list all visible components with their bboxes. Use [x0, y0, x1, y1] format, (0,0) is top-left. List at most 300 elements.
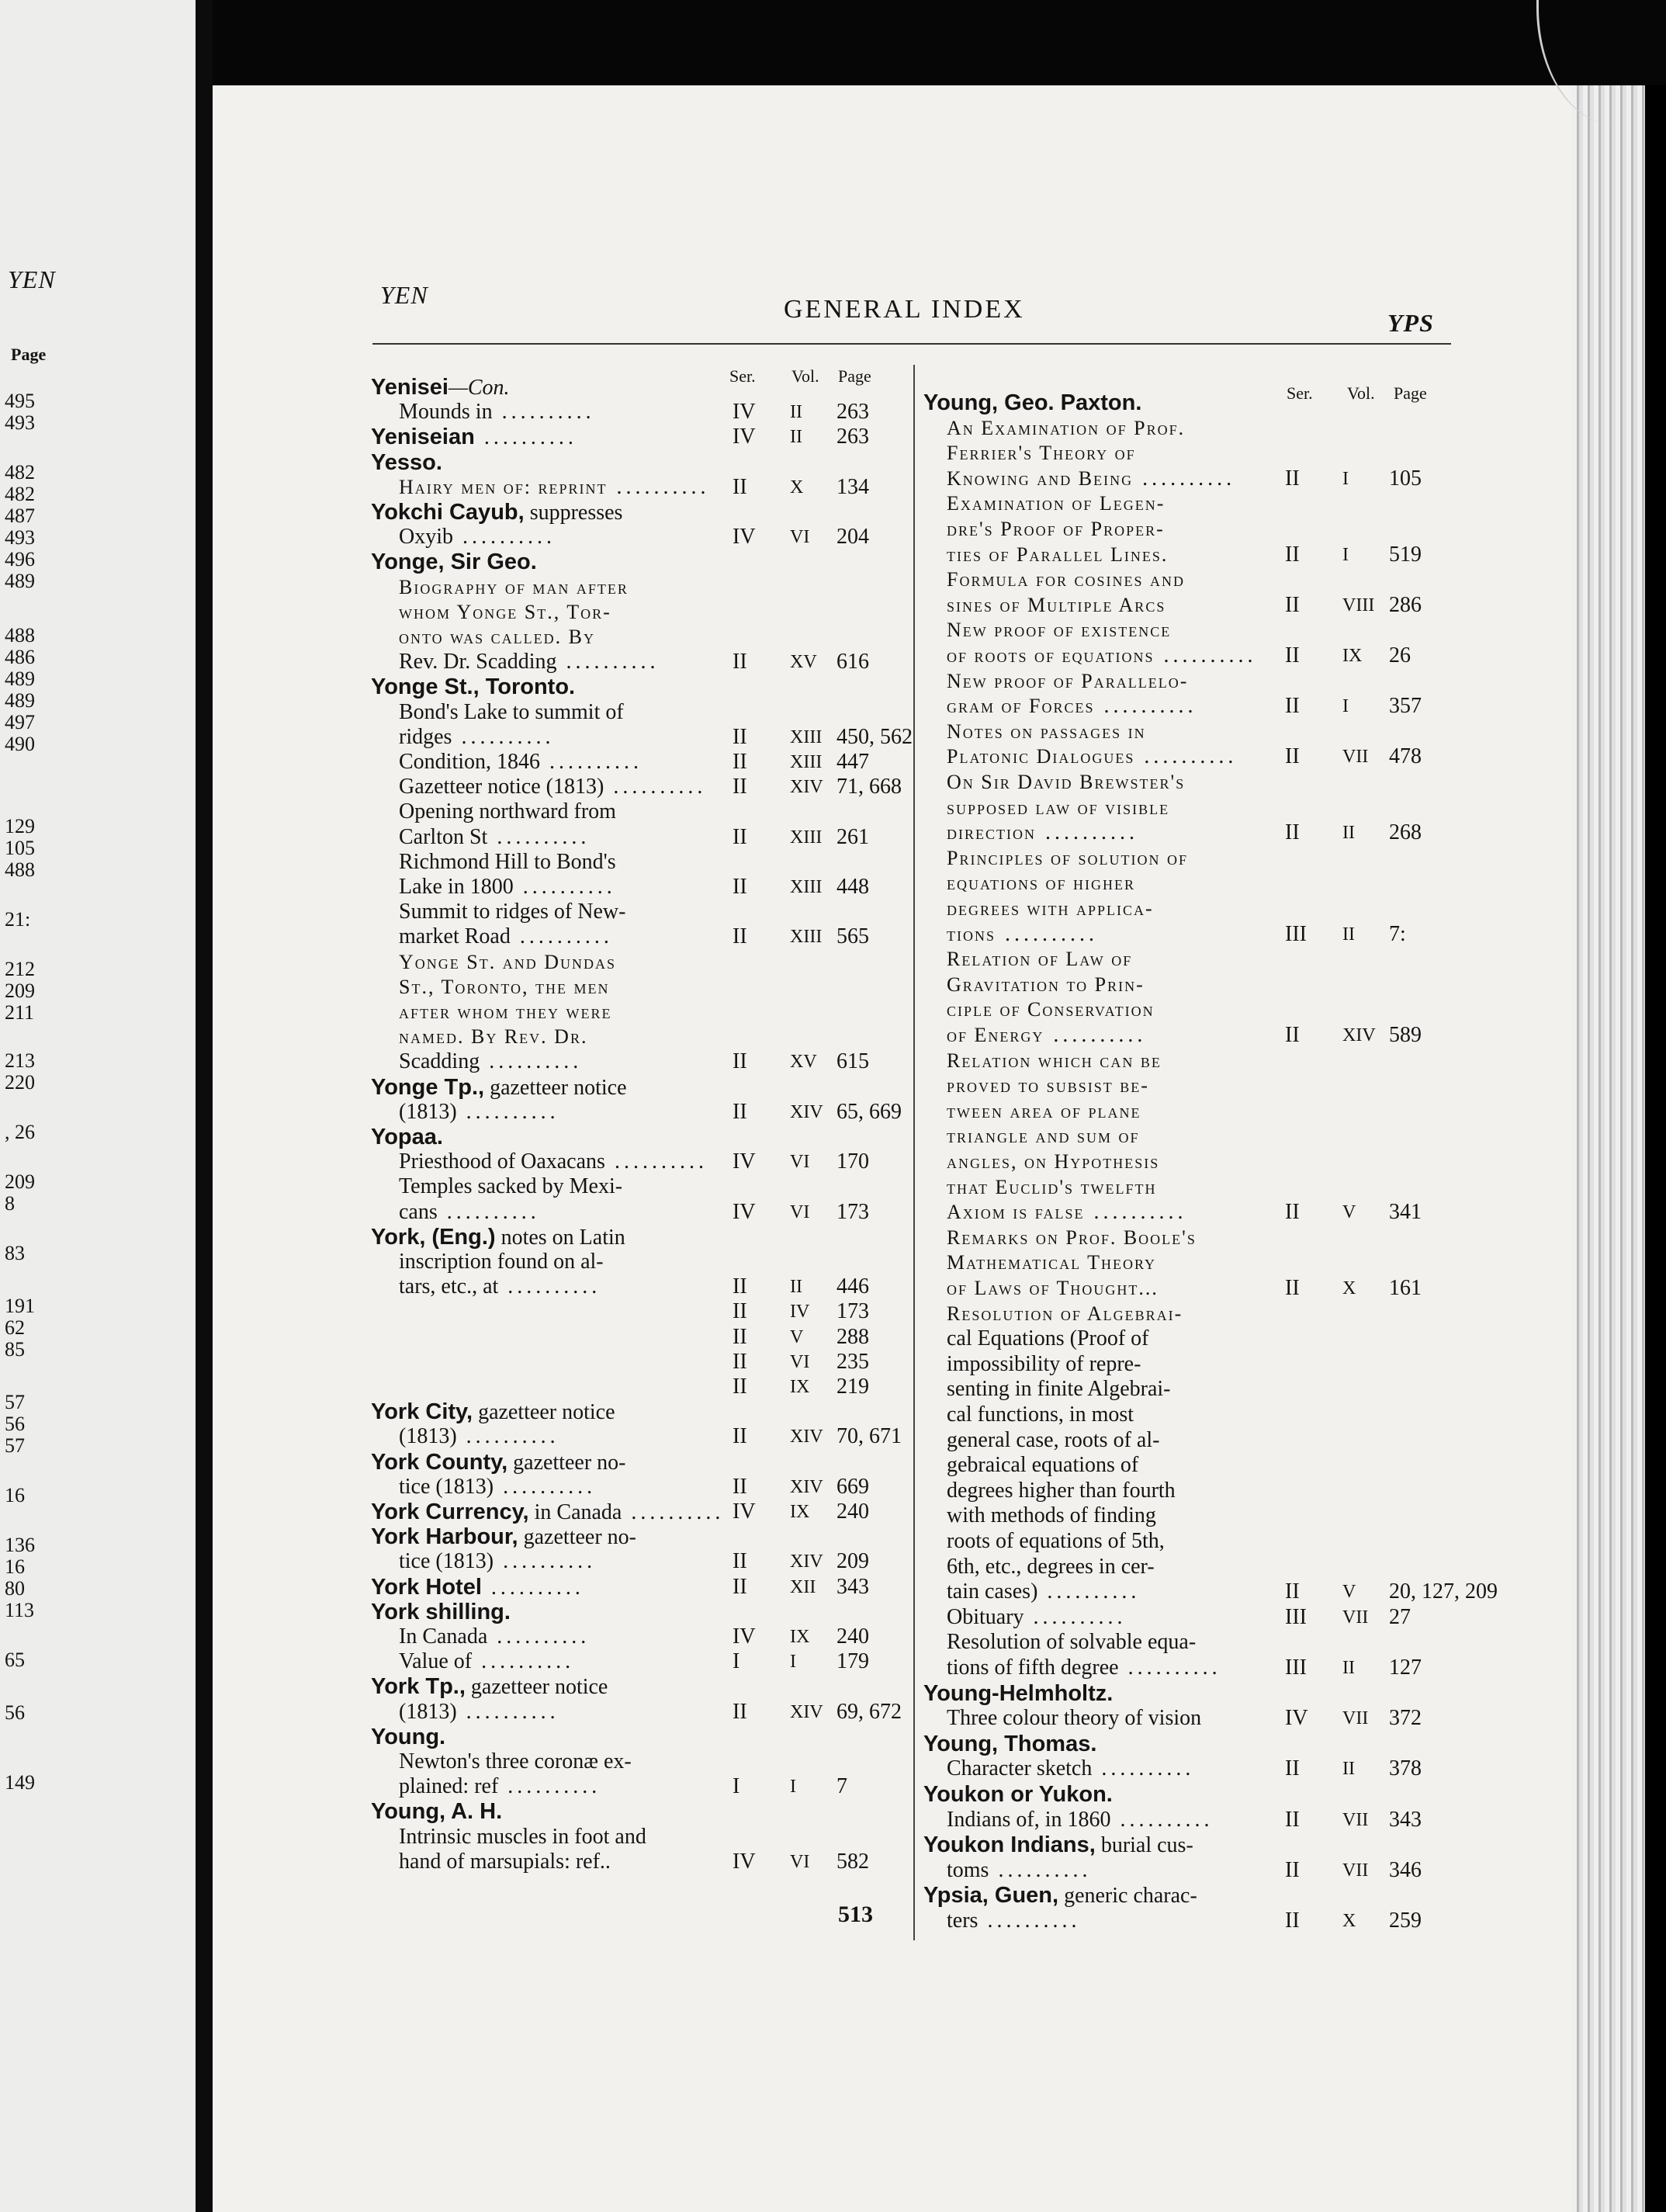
- entry-text: Remarks on Prof. Boole's: [947, 1226, 1197, 1249]
- index-entry: [947, 897, 1154, 921]
- page-reference: 173: [836, 1299, 869, 1324]
- index-entry: [947, 1403, 1134, 1427]
- left-page-number: 57: [5, 1434, 25, 1457]
- volume-number: XV: [790, 652, 817, 673]
- entry-text: Character sketch: [947, 1756, 1093, 1781]
- index-entry: [947, 1631, 1196, 1654]
- left-page-number: 209: [5, 979, 35, 1002]
- page-reference: 70, 671: [836, 1424, 902, 1449]
- entry-text: impossibility of repre-: [947, 1351, 1141, 1376]
- page-reference: 134: [836, 474, 869, 499]
- page-reference: 341: [1389, 1200, 1422, 1225]
- series-number: II: [1285, 1857, 1300, 1882]
- entry-text: Relation of Law of: [947, 948, 1133, 971]
- page-reference: 263: [836, 425, 869, 449]
- index-entry: [399, 1750, 632, 1773]
- index-entry: [399, 1650, 574, 1673]
- volume-number: I: [1342, 544, 1349, 565]
- entry-text: Lake in 1800: [399, 875, 514, 899]
- volume-number: IV: [790, 1302, 810, 1323]
- series-number: IV: [733, 525, 756, 550]
- series-number: II: [733, 775, 747, 799]
- volume-number: V: [790, 1326, 804, 1347]
- page-number: 513: [838, 1902, 873, 1927]
- entry-text: In Canada: [399, 1624, 488, 1649]
- leader-dots: ..........: [510, 924, 613, 949]
- page-reference: 235: [836, 1349, 869, 1374]
- volume-number: XIV: [790, 1101, 823, 1122]
- entry-text: New proof of existence: [947, 619, 1172, 642]
- left-page-number: 16: [5, 1555, 25, 1578]
- index-entry: [947, 1378, 1171, 1401]
- left-page-number: 493: [5, 411, 35, 434]
- index-entry: [947, 518, 1165, 541]
- leader-dots: ..........: [474, 425, 577, 450]
- left-page-number: 83: [5, 1242, 25, 1264]
- entry-text: Scadding: [399, 1049, 480, 1074]
- heading-text: Young, A. H.: [371, 1799, 503, 1825]
- scan-background: [213, 0, 1666, 85]
- volume-number: XV: [790, 1052, 817, 1073]
- index-entry: [947, 1150, 1159, 1174]
- index-entry: [947, 1555, 1155, 1579]
- leader-dots: ..........: [1036, 820, 1138, 845]
- leader-dots: ..........: [540, 750, 643, 774]
- leader-dots: ..........: [604, 1149, 708, 1174]
- left-page-number: 16: [5, 1484, 25, 1506]
- series-number: IV: [733, 1500, 756, 1524]
- entry-text: tice (1813): [399, 1474, 494, 1499]
- page-reference: 478: [1389, 744, 1422, 769]
- left-page-number: 488: [5, 858, 35, 881]
- entry-text: Gazetteer notice (1813): [399, 775, 604, 799]
- volume-number: XIV: [1342, 1025, 1376, 1045]
- volume-number: VI: [790, 527, 810, 548]
- entry-text: of roots of equations: [947, 644, 1155, 667]
- series-number: II: [1285, 466, 1300, 491]
- series-number: IV: [733, 1849, 756, 1874]
- entry-text: degrees with applica-: [947, 897, 1154, 920]
- leader-dots: ..........: [1133, 466, 1236, 491]
- page-reference: 219: [836, 1375, 869, 1399]
- left-page-number: 129: [5, 815, 35, 837]
- entry-text: Axiom is false: [947, 1201, 1085, 1224]
- page-reference: 127: [1389, 1656, 1422, 1680]
- index-entry: [947, 1580, 1140, 1604]
- entry-text: onto was called. By: [399, 626, 596, 648]
- leader-dots: ..........: [1094, 694, 1197, 719]
- index-entry: [947, 998, 1155, 1021]
- leader-dots: ..........: [978, 1909, 1081, 1933]
- page-reference: 447: [836, 750, 869, 774]
- index-entry: [399, 1550, 596, 1573]
- heading-text: Yenisei: [371, 375, 449, 400]
- volume-number: IX: [790, 1627, 810, 1647]
- index-heading: [371, 1451, 626, 1475]
- page-reference: 173: [836, 1199, 869, 1224]
- index-entry: [947, 796, 1169, 820]
- page-edges: [1572, 85, 1645, 2212]
- entry-text: market Road: [399, 924, 511, 949]
- series-number: II: [733, 724, 747, 749]
- volume-number: II: [790, 1277, 802, 1298]
- index-entry: [947, 1808, 1214, 1832]
- index-entry: [399, 976, 610, 999]
- entry-text: named. By Rev. Dr.: [399, 1025, 588, 1049]
- series-number: II: [1285, 744, 1300, 769]
- entry-text: Biography of man after: [399, 575, 629, 598]
- index-entry: [399, 775, 706, 799]
- series-number: II: [1285, 1023, 1300, 1047]
- leader-dots: ..........: [1110, 1807, 1214, 1832]
- left-page-number: 57: [5, 1391, 25, 1413]
- leader-dots: ..........: [1084, 1200, 1187, 1225]
- series-number: III: [1285, 1656, 1307, 1680]
- leader-dots: ..........: [622, 1500, 725, 1524]
- index-entry: [947, 973, 1145, 997]
- volume-number: VIII: [1342, 595, 1375, 615]
- left-page-number: 209: [5, 1170, 35, 1193]
- heading-text: Yeniseian: [371, 425, 475, 450]
- series-number: II: [733, 1099, 747, 1124]
- index-entry: [399, 1475, 596, 1499]
- entry-text: hand of marsupials: ref..: [399, 1849, 611, 1874]
- index-entry: [947, 1859, 1091, 1882]
- entry-text: whom Yonge St., Tor-: [399, 600, 611, 623]
- left-page-number: 486: [5, 646, 35, 668]
- index-heading: [371, 501, 622, 525]
- series-number: II: [733, 1574, 747, 1599]
- volume-number: VII: [1342, 1607, 1369, 1628]
- left-page-number: 62: [5, 1316, 25, 1339]
- index-entry: [947, 467, 1235, 491]
- page-reference: 448: [836, 875, 869, 899]
- index-entry: [399, 1275, 601, 1298]
- entry-text: roots of equations of 5th,: [947, 1529, 1165, 1553]
- index-entry: [947, 1909, 1080, 1933]
- entry-text: 6th, etc., degrees in cer-: [947, 1554, 1155, 1579]
- index-entry: [399, 1701, 559, 1724]
- entry-text: plained: ref: [399, 1774, 499, 1799]
- heading-text: Young, Thomas.: [923, 1731, 1097, 1756]
- page-reference: 263: [836, 400, 869, 425]
- page-reference: 519: [1389, 542, 1422, 567]
- index-entry: [399, 1850, 611, 1874]
- index-entry: [947, 619, 1171, 642]
- index-heading: [923, 1732, 1096, 1756]
- left-page-number: 211: [5, 1001, 35, 1024]
- series-number: II: [733, 824, 747, 849]
- page-heading-left: Page: [838, 366, 871, 386]
- series-number: II: [1285, 1756, 1300, 1781]
- page-reference: 209: [836, 1549, 869, 1574]
- entry-text: supposed law of visible: [947, 796, 1170, 819]
- series-number: IV: [733, 400, 756, 425]
- series-number: II: [733, 1324, 747, 1349]
- index-entry: [399, 1425, 559, 1448]
- leader-dots: ..........: [498, 1274, 601, 1299]
- heading-text: York City,: [371, 1399, 473, 1425]
- entry-text: (1813): [399, 1699, 457, 1724]
- volume-number: II: [1342, 1658, 1355, 1678]
- index-heading: [923, 1833, 1193, 1857]
- left-page-number: 489: [5, 667, 35, 690]
- index-entry: [399, 601, 611, 624]
- heading-text: Young.: [371, 1724, 446, 1749]
- heading-suffix: gazetteer notice: [473, 1400, 615, 1425]
- index-entry: [399, 726, 554, 749]
- index-entry: [947, 1251, 1156, 1274]
- entry-text: dre's Proof of Proper-: [947, 518, 1165, 540]
- leader-dots: ..........: [456, 1099, 559, 1124]
- index-entry: [399, 1150, 708, 1174]
- index-entry: [947, 1024, 1146, 1047]
- series-number: II: [1285, 1807, 1300, 1832]
- book-gutter: [196, 0, 213, 2212]
- page-reference: 179: [836, 1649, 869, 1674]
- entry-text: ters: [947, 1909, 978, 1933]
- running-head-right: YPS: [1387, 309, 1434, 337]
- series-number: IV: [1285, 1706, 1308, 1731]
- left-page-number: 8: [5, 1192, 15, 1215]
- left-page-number: 495: [5, 390, 35, 412]
- left-page-number: 493: [5, 526, 35, 549]
- entry-text: Ferrier's Theory of: [947, 442, 1136, 465]
- page-reference: 170: [836, 1149, 869, 1174]
- entry-text: Bond's Lake to summit of: [399, 699, 624, 724]
- series-number: II: [733, 650, 747, 674]
- page-reference: 7:: [1389, 921, 1406, 946]
- index-entry: [947, 417, 1185, 440]
- volume-number: X: [1342, 1278, 1356, 1298]
- page-reference: 105: [1389, 466, 1422, 491]
- leader-dots: ..........: [494, 1549, 597, 1574]
- left-page-number: 65: [5, 1649, 25, 1671]
- left-page-number: 56: [5, 1413, 25, 1435]
- leader-dots: ..........: [989, 1857, 1092, 1882]
- index-entry: [399, 1050, 582, 1073]
- heading-suffix: —Con.: [448, 376, 510, 400]
- leader-dots: ..........: [1037, 1579, 1141, 1604]
- entry-text: Yonge St. and Dundas: [399, 950, 617, 973]
- entry-text: cal functions, in most: [947, 1402, 1134, 1427]
- leader-dots: ..........: [487, 1624, 591, 1649]
- series-number: I: [733, 1649, 740, 1674]
- index-entry: [399, 400, 595, 424]
- index-entry: [947, 1176, 1157, 1199]
- heading-suffix: generic charac-: [1058, 1884, 1197, 1909]
- entry-text: tice (1813): [399, 1549, 494, 1574]
- index-entry: [399, 875, 616, 899]
- entry-text: Opening northward from: [399, 799, 616, 824]
- entry-text: Oxyib: [399, 525, 453, 550]
- page-reference: 669: [836, 1474, 869, 1499]
- index-entry: [947, 720, 1146, 744]
- index-entry: [947, 1049, 1162, 1073]
- heading-suffix: notes on Latin: [495, 1225, 625, 1250]
- entry-text: Formula for cosines and: [947, 568, 1185, 591]
- index-entry: [399, 900, 625, 924]
- index-heading: [371, 1576, 584, 1600]
- volume-number: VI: [790, 1351, 810, 1372]
- volume-number: VII: [1342, 1809, 1369, 1830]
- page-heading-right: Page: [1394, 383, 1427, 403]
- entry-text: tars, etc., at: [399, 1274, 499, 1299]
- entry-text: Resolution of Algebrai-: [947, 1302, 1183, 1325]
- entry-text: Obituary: [947, 1604, 1024, 1629]
- leader-dots: ..........: [498, 1774, 601, 1799]
- entry-text: ciple of Conservation: [947, 998, 1155, 1021]
- entry-text: Resolution of solvable equa-: [947, 1630, 1197, 1655]
- page-reference: 450, 562: [836, 724, 913, 749]
- entry-text: gram of Forces: [947, 695, 1095, 718]
- entry-text: Knowing and Being: [947, 466, 1134, 490]
- page-reference: 565: [836, 924, 869, 949]
- entry-text: Temples sacked by Mexi-: [399, 1174, 623, 1199]
- series-number: II: [1285, 1276, 1300, 1300]
- index-entry: [399, 1025, 587, 1049]
- page-reference: 286: [1389, 592, 1422, 617]
- series-number: III: [1285, 1604, 1307, 1629]
- heading-text: Yonge St., Toronto.: [371, 674, 576, 700]
- entry-text: Principles of solution of: [947, 846, 1188, 869]
- heading-text: Young, Geo. Paxton.: [923, 390, 1142, 415]
- index-entry: [947, 923, 1098, 946]
- volume-number: XIV: [790, 1476, 823, 1497]
- index-entry: [947, 644, 1257, 667]
- heading-suffix: suppresses: [524, 501, 623, 525]
- volume-number: VII: [1342, 747, 1369, 768]
- leader-dots: ..........: [604, 775, 707, 799]
- header-rule: [372, 343, 1451, 345]
- ser-heading-right: Ser.: [1287, 383, 1313, 403]
- heading-suffix: gazetteer no-: [507, 1450, 626, 1475]
- index-heading: [371, 1226, 625, 1250]
- index-heading: [371, 1400, 615, 1424]
- volume-number: X: [1342, 1911, 1356, 1931]
- page-reference: 204: [836, 525, 869, 550]
- index-entry: [947, 872, 1135, 895]
- page-reference: 268: [1389, 820, 1422, 845]
- index-entry: [947, 1327, 1149, 1350]
- left-page-number: 489: [5, 570, 35, 592]
- entry-text: with methods of finding: [947, 1503, 1156, 1528]
- left-page-fragment: [0, 0, 198, 2212]
- heading-text: York, (Eng.): [371, 1224, 496, 1250]
- entry-text: New proof of Parallelo-: [947, 669, 1189, 692]
- index-entry: [947, 1656, 1221, 1680]
- leader-dots: ..........: [437, 1199, 540, 1224]
- leader-dots: ..........: [487, 824, 591, 849]
- index-entry: [399, 701, 624, 724]
- volume-number: XII: [790, 1576, 816, 1597]
- page-reference: 240: [836, 1500, 869, 1524]
- index-heading: [923, 391, 1141, 415]
- entry-text: senting in finite Algebrai-: [947, 1377, 1171, 1402]
- index-entry: [947, 695, 1197, 718]
- leader-dots: ..........: [556, 650, 660, 674]
- volume-number: XIII: [790, 726, 823, 747]
- left-page-number: 220: [5, 1071, 35, 1094]
- volume-number: VI: [790, 1851, 810, 1872]
- page-reference: 616: [836, 650, 869, 674]
- index-heading: [371, 1076, 627, 1100]
- left-page-number: 497: [5, 711, 35, 733]
- volume-number: XIV: [790, 1701, 823, 1722]
- leader-dots: ..........: [494, 1474, 597, 1499]
- index-entry: [947, 847, 1188, 870]
- volume-number: IX: [790, 1377, 810, 1397]
- index-entry: [947, 1606, 1127, 1629]
- entry-text: Mounds in: [399, 400, 493, 425]
- index-entry: [947, 745, 1237, 768]
- series-number: IV: [733, 1149, 756, 1174]
- index-entry: [947, 771, 1185, 794]
- entry-text: toms: [947, 1857, 989, 1882]
- index-entry: [399, 1175, 622, 1198]
- entry-text: of Laws of Thought...: [947, 1277, 1159, 1299]
- volume-number: II: [1342, 924, 1355, 945]
- leader-dots: ..........: [472, 1649, 575, 1674]
- page-reference: 69, 672: [836, 1699, 902, 1724]
- volume-number: XIII: [790, 752, 823, 772]
- entry-text: sines of Multiple Arcs: [947, 593, 1166, 616]
- column-divider: [913, 365, 915, 1940]
- index-entry: [399, 525, 556, 549]
- left-page-number: 482: [5, 483, 35, 505]
- volume-number: XIV: [790, 1427, 823, 1448]
- index-entry: [947, 594, 1166, 617]
- series-number: II: [733, 1349, 747, 1374]
- entry-text: general case, roots of al-: [947, 1427, 1160, 1452]
- index-entry: [399, 826, 590, 849]
- index-entry: [947, 543, 1168, 567]
- page-reference: 357: [1389, 694, 1422, 719]
- volume-number: II: [790, 427, 802, 448]
- page-reference: 27: [1389, 1604, 1411, 1629]
- index-entry: [399, 1625, 590, 1649]
- entry-text: inscription found on al-: [399, 1250, 604, 1274]
- left-page-number: 56: [5, 1701, 25, 1724]
- volume-number: XIV: [790, 1552, 823, 1572]
- volume-number: XIV: [790, 777, 823, 798]
- series-number: II: [1285, 1909, 1300, 1933]
- leader-dots: ..........: [453, 525, 556, 550]
- left-page-number: 85: [5, 1338, 25, 1361]
- left-page-number: 113: [5, 1599, 35, 1621]
- index-heading: [371, 1525, 636, 1549]
- leader-dots: ..........: [1092, 1756, 1195, 1781]
- index-entry: [399, 650, 660, 674]
- leader-dots: ..........: [480, 1049, 583, 1074]
- index-entry: [947, 1454, 1138, 1477]
- entry-text: Examination of Legen-: [947, 492, 1166, 515]
- left-page-number: 136: [5, 1534, 35, 1556]
- entry-text: triangle and sum of: [947, 1125, 1140, 1148]
- volume-number: X: [790, 477, 804, 498]
- index-entry: [399, 626, 595, 649]
- index-heading: [923, 1682, 1113, 1706]
- series-number: II: [1285, 592, 1300, 617]
- left-page-number: 105: [5, 837, 35, 859]
- heading-suffix: burial cus-: [1095, 1833, 1193, 1858]
- entry-text: tain cases): [947, 1579, 1038, 1604]
- series-number: II: [1285, 820, 1300, 845]
- heading-text: York Currency,: [371, 1500, 529, 1524]
- page-reference: 71, 668: [836, 775, 902, 799]
- entry-text: Priesthood of Oaxacans: [399, 1149, 605, 1174]
- series-number: II: [733, 1375, 747, 1399]
